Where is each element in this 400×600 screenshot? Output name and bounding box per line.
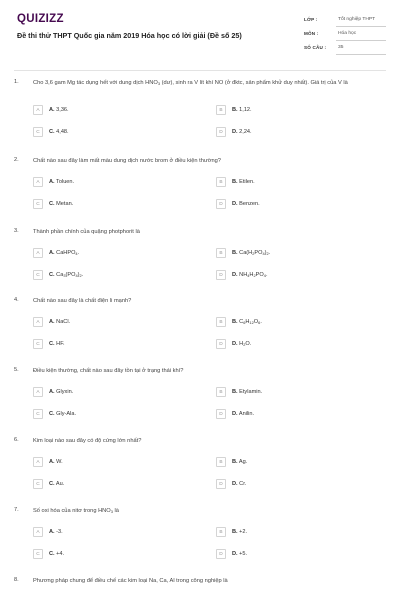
question-text: Thành phần chính của quặng photphorit là — [33, 229, 140, 235]
option-letter-box[interactable]: C — [33, 549, 43, 559]
meta-count-value: 35 — [338, 45, 344, 50]
option-label — [49, 551, 64, 557]
question-text: Phương pháp chung để điều chế các kim loại Na, Ca, Al trong công nghiệp là — [33, 578, 228, 584]
option-label — [232, 481, 246, 487]
option-label — [49, 459, 63, 465]
option-label — [49, 129, 69, 135]
option-text: Anilin. — [237, 410, 255, 417]
option-letter-box[interactable]: A — [33, 177, 43, 187]
option-label — [49, 341, 65, 347]
option-letter-box[interactable]: C — [33, 199, 43, 209]
option-text: HF. — [54, 340, 65, 347]
option-key: D. — [232, 271, 238, 278]
option-label — [232, 389, 262, 395]
option-label — [232, 129, 252, 135]
option-key: D. — [232, 480, 238, 487]
option-letter-box[interactable]: B — [216, 317, 226, 327]
option-text: $Ca(H_2PO_4)_2$. — [237, 249, 271, 256]
option-key: A. — [49, 318, 55, 325]
option-label — [232, 179, 255, 185]
option-text: Gly-Ala. — [54, 410, 77, 417]
option-label — [232, 250, 270, 256]
option-letter-box[interactable]: B — [216, 105, 226, 115]
option-letter-box[interactable]: A — [33, 387, 43, 397]
question-number: 1. — [14, 79, 19, 85]
option-label — [232, 551, 247, 557]
option-key: C. — [49, 410, 55, 417]
option-key: C. — [49, 271, 55, 278]
question-text: Chất nào sau đây là chất điện li mạnh? — [33, 298, 132, 304]
option-text: Ag. — [237, 458, 248, 465]
option-key: C. — [49, 200, 55, 207]
meta-subject-key: MÔN : — [304, 31, 319, 36]
question-number: 6. — [14, 437, 19, 443]
option-key: B. — [232, 458, 238, 465]
option-key: B. — [232, 106, 238, 113]
option-label — [49, 481, 64, 487]
option-key: B. — [232, 318, 238, 325]
quizizz-logo: QUIZIZZ — [17, 13, 64, 25]
question-text: Cho 3,6 gam Mg tác dụng hết với dung dịch $HNO_3$ (dư), sinh ra V lít khí NO (ở đktc, sản phẩm khử duy nhất). Giá trị của V là — [33, 80, 348, 86]
option-letter-box[interactable]: B — [216, 457, 226, 467]
option-text: -3. — [54, 528, 63, 535]
option-key: A. — [49, 178, 55, 185]
header-divider — [14, 70, 386, 71]
option-letter-box[interactable]: B — [216, 527, 226, 537]
worksheet-header — [0, 0, 400, 62]
option-text: +4. — [54, 550, 65, 557]
option-key: A. — [49, 388, 55, 395]
option-key: D. — [232, 410, 238, 417]
option-letter-box[interactable]: A — [33, 527, 43, 537]
meta-count-key: SỐ CÂU : — [304, 45, 327, 50]
option-label — [232, 201, 260, 207]
question-text: Số oxi hóa của nitơ trong $HNO_3$ là — [33, 508, 119, 514]
meta-subject-line — [336, 40, 386, 41]
meta-grade — [304, 15, 386, 27]
option-letter-box[interactable]: A — [33, 105, 43, 115]
meta-count-line — [336, 54, 386, 55]
option-label — [232, 107, 252, 113]
option-key: A. — [49, 458, 55, 465]
option-key: C. — [49, 550, 55, 557]
option-label — [49, 389, 73, 395]
option-text: $H_2O$. — [237, 340, 252, 347]
meta-grade-line — [336, 26, 386, 27]
option-text: +2. — [237, 528, 248, 535]
option-letter-box[interactable]: D — [216, 409, 226, 419]
option-letter-box[interactable]: B — [216, 248, 226, 258]
option-key: B. — [232, 249, 238, 256]
option-label — [49, 107, 69, 113]
meta-subject-value: Hóa học — [338, 31, 357, 36]
option-text: Au. — [54, 480, 65, 487]
option-label — [49, 179, 74, 185]
option-text: 3,36. — [54, 106, 69, 113]
question-number: 8. — [14, 577, 19, 583]
option-text: Glyxin. — [54, 388, 74, 395]
option-text: Benzen. — [237, 200, 260, 207]
option-text: $C_6H_{12}O_6$. — [237, 318, 262, 325]
meta-subject — [304, 29, 386, 41]
option-label — [49, 411, 76, 417]
option-letter-box[interactable]: C — [33, 409, 43, 419]
option-text: 1,12. — [237, 106, 252, 113]
worksheet-title: Đề thi thử THPT Quốc gia năm 2019 Hóa học có lời giải (Đề số 25) — [17, 31, 242, 40]
option-label — [49, 529, 63, 535]
option-letter-box[interactable]: D — [216, 127, 226, 137]
option-key: A. — [49, 528, 55, 535]
option-key: B. — [232, 388, 238, 395]
option-key: A. — [49, 249, 55, 256]
option-label — [49, 319, 70, 325]
option-key: C. — [49, 340, 55, 347]
option-text: CaHPO$_4$. — [54, 249, 80, 256]
option-text: Cr. — [237, 480, 247, 487]
question-text: Điều kiện thường, chất nào sau đây tồn tại ở trạng thái khí? — [33, 368, 184, 374]
option-letter-box[interactable]: C — [33, 339, 43, 349]
meta-grade-value: Tốt nghiệp THPT — [338, 17, 376, 22]
option-text: +5. — [237, 550, 248, 557]
option-text: NaCl. — [54, 318, 71, 325]
option-key: C. — [49, 128, 55, 135]
option-text: Metan. — [54, 200, 74, 207]
option-label — [49, 272, 83, 278]
option-letter-box[interactable]: C — [33, 270, 43, 280]
option-key: D. — [232, 200, 238, 207]
option-key: A. — [49, 106, 55, 113]
option-text: $Ca_3(PO_4)_2$. — [54, 271, 84, 278]
question-text: Kim loại nào sau đây có độ cứng lớn nhất? — [33, 438, 142, 444]
option-key: C. — [49, 480, 55, 487]
question-number: 7. — [14, 507, 19, 513]
option-label — [232, 272, 268, 278]
option-text: 4,48. — [54, 128, 69, 135]
option-text: Etilen. — [237, 178, 255, 185]
option-letter-box[interactable]: D — [216, 479, 226, 489]
question-number: 2. — [14, 157, 19, 163]
meta-grade-key: LỚP : — [304, 17, 318, 22]
option-key: D. — [232, 128, 238, 135]
option-text: Toluen. — [54, 178, 75, 185]
option-letter-box[interactable]: B — [216, 387, 226, 397]
option-label — [232, 411, 254, 417]
option-letter-box[interactable]: A — [33, 317, 43, 327]
option-letter-box[interactable]: A — [33, 457, 43, 467]
option-text: $NH_4H_2PO_4$. — [237, 271, 268, 278]
option-text: 2,24. — [237, 128, 252, 135]
option-label — [232, 459, 247, 465]
meta-count — [304, 43, 386, 55]
option-letter-box[interactable]: D — [216, 339, 226, 349]
option-key: D. — [232, 550, 238, 557]
option-label — [49, 201, 73, 207]
question-text: Chất nào sau đây làm mất màu dung dịch nước brom ở điều kiện thường? — [33, 158, 221, 164]
option-letter-box[interactable]: B — [216, 177, 226, 187]
option-text: W. — [54, 458, 63, 465]
question-number: 4. — [14, 297, 19, 303]
option-letter-box[interactable]: C — [33, 479, 43, 489]
option-letter-box[interactable]: A — [33, 248, 43, 258]
option-label — [232, 319, 262, 325]
option-label — [49, 250, 79, 256]
option-key: D. — [232, 340, 238, 347]
question-number: 3. — [14, 228, 19, 234]
option-letter-box[interactable]: C — [33, 127, 43, 137]
option-key: B. — [232, 178, 238, 185]
option-label — [232, 529, 247, 535]
option-key: B. — [232, 528, 238, 535]
question-number: 5. — [14, 367, 19, 373]
option-label — [232, 341, 251, 347]
option-text: Etylamin. — [237, 388, 263, 395]
option-letter-box[interactable]: D — [216, 199, 226, 209]
option-letter-box[interactable]: D — [216, 270, 226, 280]
option-letter-box[interactable]: D — [216, 549, 226, 559]
